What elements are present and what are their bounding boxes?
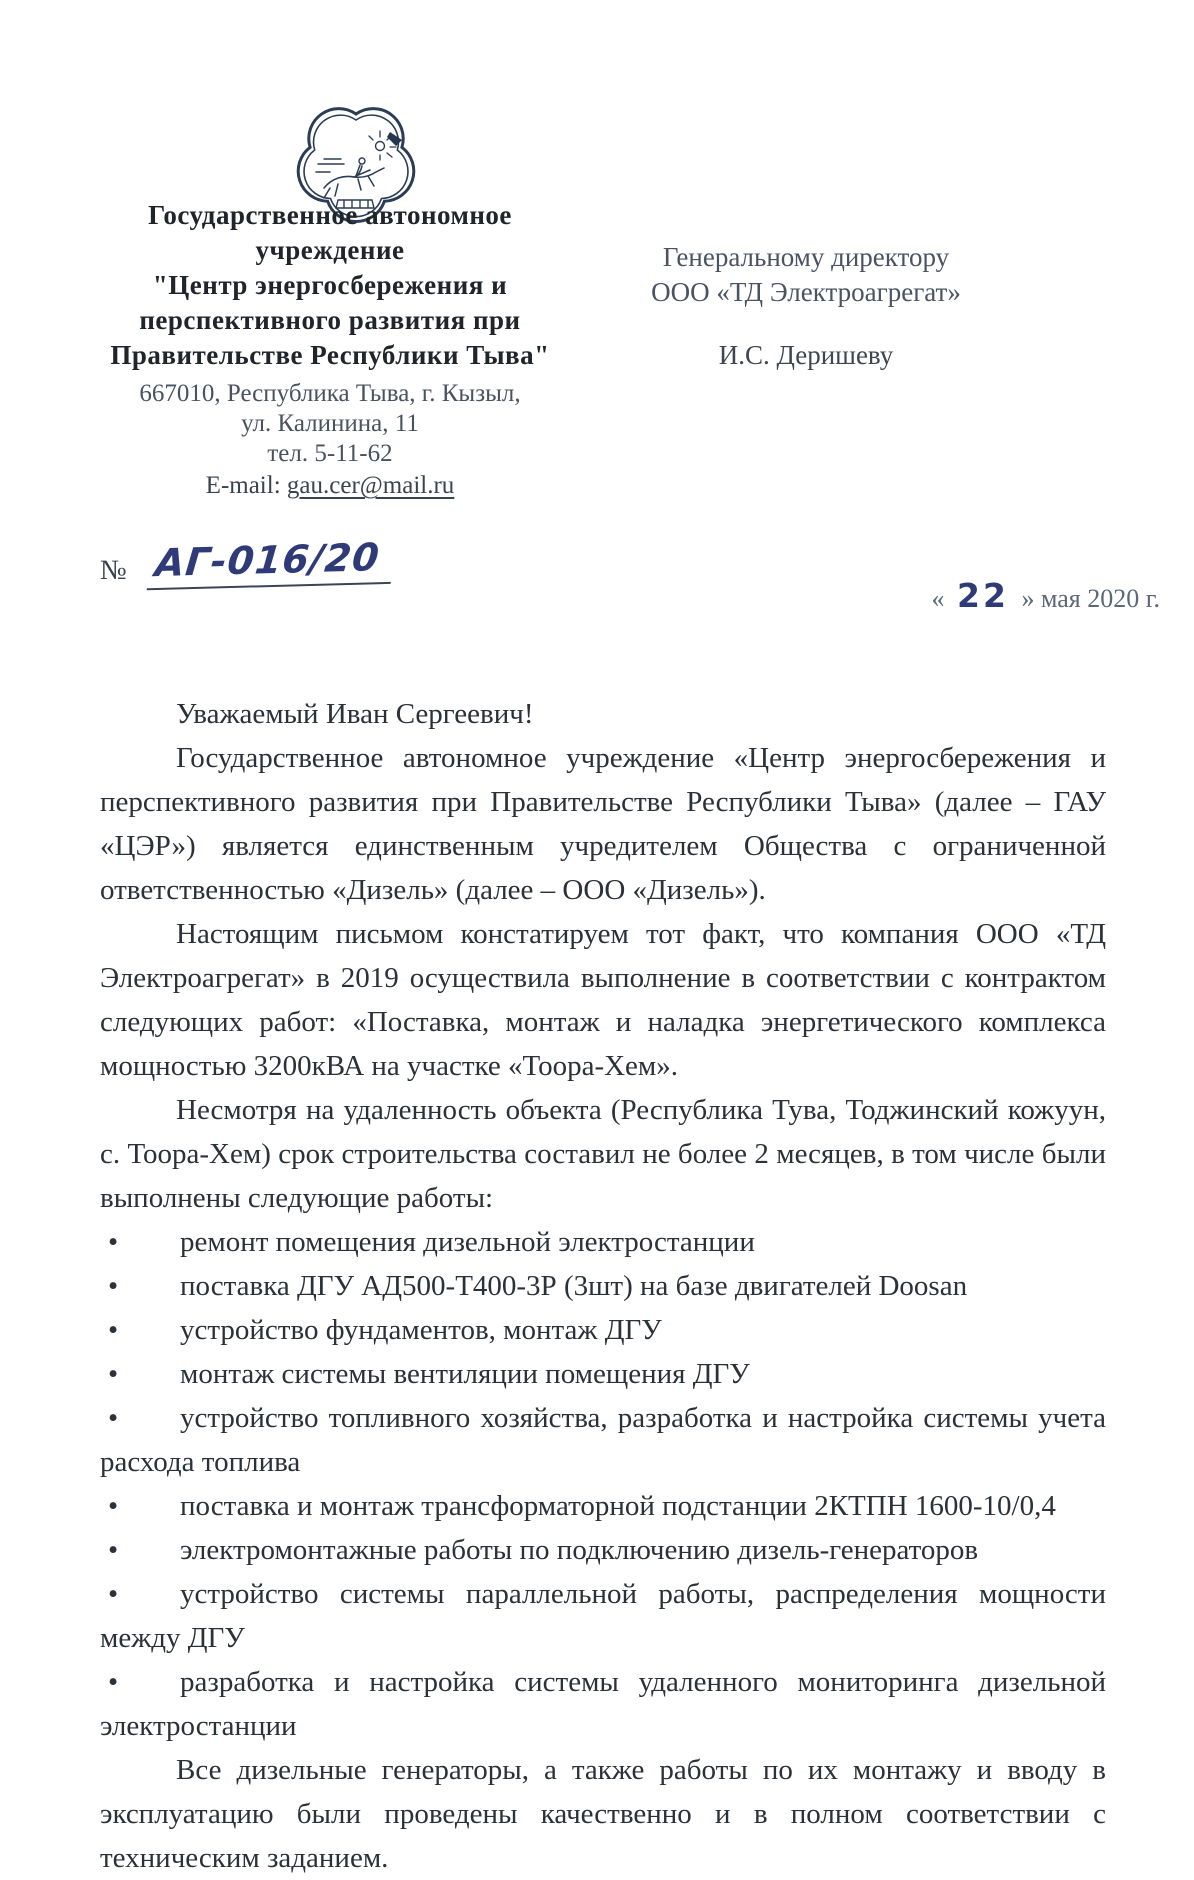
bullet-icon: • <box>108 1578 119 1610</box>
letter-body <box>100 692 1106 1880</box>
paragraph: Настоящим письмом констатируем тот факт, что компания ООО «ТД Электроагрегат» в 2019 осуществила выполнение в соответствии с контрактом следующих работ: «Поставка, монтаж и наладка энергетического комплекса мощностью 3200кВА на участке «Тоора-Хем». <box>100 918 1106 1082</box>
addressee-block <box>606 240 1006 373</box>
bullet-item <box>100 1352 1106 1396</box>
bullet-item <box>100 1308 1106 1352</box>
org-name-line: Государственное автономное <box>148 200 512 230</box>
bullet-item <box>100 1396 1106 1484</box>
date-day-handwritten: 22 <box>957 576 1009 615</box>
bullet-item <box>100 1264 1106 1308</box>
bullet-item <box>100 1220 1106 1264</box>
bullet-icon: • <box>108 1534 119 1566</box>
bullet-text: разработка и настройка системы удаленного мониторинга дизельной электростанции <box>100 1666 1106 1742</box>
paragraph: Несмотря на удаленность объекта (Республика Тува, Тоджинский кожуун, с. Тоора-Хем) срок строительства составил не более 2 месяцев, в том числе были выполнены следующие работы: <box>100 1094 1106 1214</box>
bullet-item <box>100 1572 1106 1660</box>
bullet-text: электромонтажные работы по подключению дизель-генераторов <box>180 1534 979 1566</box>
addressee-line: ООО «ТД Электроагрегат» <box>651 277 961 307</box>
bullet-icon: • <box>108 1226 119 1258</box>
letterhead-org-block <box>80 198 580 501</box>
org-email-line <box>80 471 580 501</box>
closing-paragraph: Все дизельные генераторы, а также работы по их монтажу и вводу в эксплуатацию были проведены качественно и в полном соответствии с техническим заданием. <box>100 1754 1106 1874</box>
addressee-line: Генеральному директору <box>662 242 950 272</box>
email-label: E-mail: <box>205 472 281 499</box>
org-name-line: "Центр энергосбережения и <box>152 270 508 300</box>
bullet-text: монтаж системы вентиляции помещения ДГУ <box>180 1358 750 1390</box>
bullet-text: устройство фундаментов, монтаж ДГУ <box>180 1314 662 1346</box>
org-name-line: Правительстве Республики Тыва" <box>110 340 550 370</box>
bullet-text: поставка ДГУ АД500-Т400-3Р (3шт) на базе двигателей Doosan <box>180 1270 968 1302</box>
outgoing-number-handwritten: АГ-016/20 <box>146 535 395 591</box>
addressee-name: И.С. Деришеву <box>718 340 894 370</box>
bullet-text: поставка и монтаж трансформаторной подстанции 2КТПН 1600-10/0,4 <box>180 1490 1056 1522</box>
date-rest: » мая 2020 г. <box>1021 584 1160 613</box>
org-phone-line: тел. 5-11-62 <box>267 440 393 467</box>
email-value: gau.cer@mail.ru <box>286 472 455 499</box>
bullet-text: устройство топливного хозяйства, разработка и настройка системы учета расхода топлива <box>100 1402 1106 1478</box>
bullet-icon: • <box>108 1314 119 1346</box>
letter-date-line <box>932 576 1160 615</box>
bullet-item <box>100 1660 1106 1748</box>
salutation: Уважаемый Иван Сергеевич! <box>176 698 534 730</box>
date-open-quote: « <box>931 584 945 613</box>
bullet-icon: • <box>108 1666 119 1698</box>
bullet-icon: • <box>108 1270 119 1302</box>
bullet-icon: • <box>108 1402 119 1434</box>
bullet-item <box>100 1528 1106 1572</box>
outgoing-number-row <box>100 535 393 598</box>
org-name-line: учреждение <box>255 235 405 265</box>
bullet-text: ремонт помещения дизельной электростанции <box>180 1226 755 1258</box>
org-address-line: ул. Калинина, 11 <box>241 410 419 437</box>
number-sign: № <box>100 555 127 586</box>
org-address-line: 667010, Республика Тыва, г. Кызыл, <box>139 380 521 407</box>
bullet-icon: • <box>108 1490 119 1522</box>
bullet-icon: • <box>108 1358 119 1390</box>
bullet-text: устройство системы параллельной работы, распределения мощности между ДГУ <box>100 1578 1106 1654</box>
org-name-line: перспективного развития при <box>139 305 521 335</box>
paragraph: Государственное автономное учреждение «Центр энергосбережения и перспективного развития при Правительстве Республики Тыва» (далее – ГАУ «ЦЭР») является единственным учредителем Общества с ограниченной ответственностью «Дизель» (далее – ООО «Дизель»). <box>100 742 1106 906</box>
bullet-item <box>100 1484 1106 1528</box>
